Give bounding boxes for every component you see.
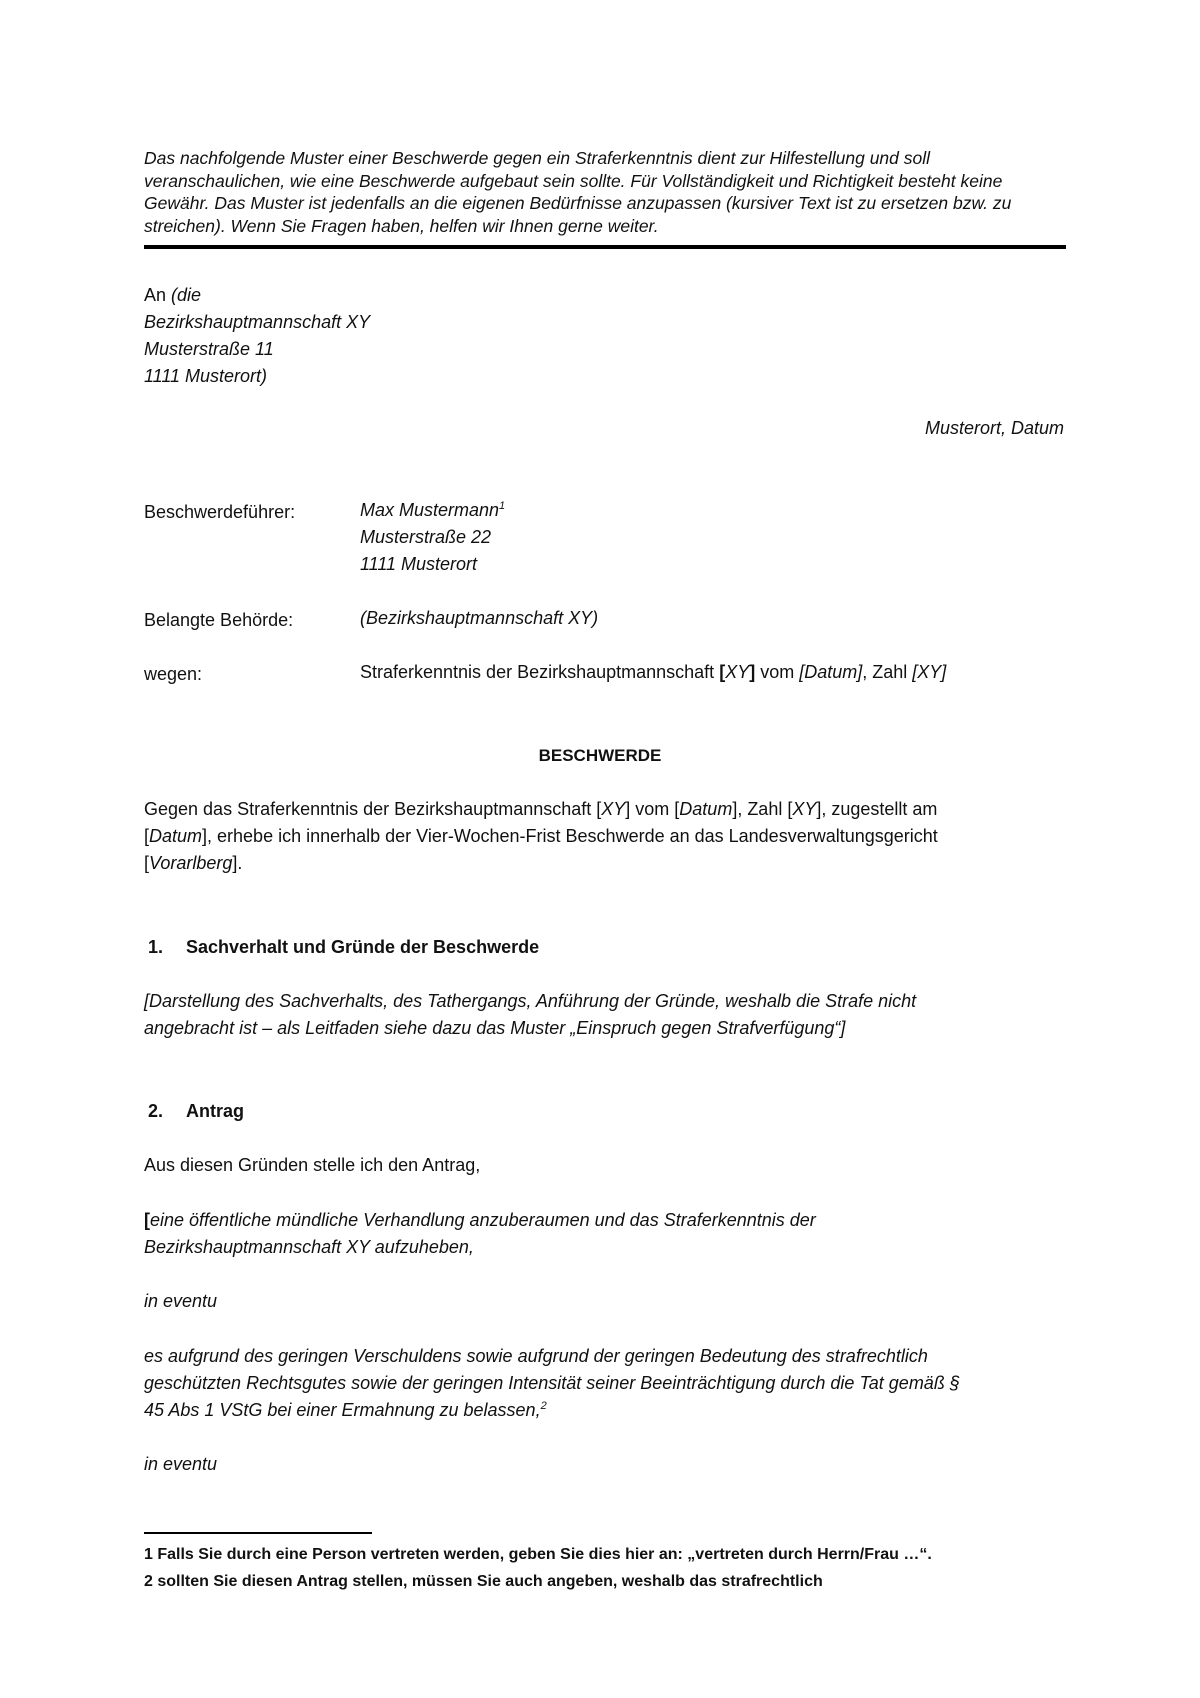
footnote-2: 2 sollten Sie diesen Antrag stellen, müssen Sie auch angeben, weshalb das strafrechtlich xyxy=(144,1573,823,1590)
recipient-address xyxy=(144,282,1064,390)
body-paragraph xyxy=(144,796,1064,877)
body-text: ], erhebe ich innerhalb der Vier-Wochen-Frist Beschwerde an das Landesverwaltungsgericht xyxy=(202,826,938,846)
complainant-block xyxy=(360,497,505,578)
request-line: geschützten Rechtsgutes sowie der geringen Intensität seiner Beeinträchtigung durch die Tat gemäß § xyxy=(144,1373,960,1393)
section-title: Antrag xyxy=(186,1101,244,1121)
section1-text xyxy=(144,988,1064,1042)
body-placeholder: Datum xyxy=(679,799,733,819)
footnote-ref: 1 xyxy=(499,500,506,512)
body-text: Gegen das Straferkenntnis der Bezirkshauptmannschaft [ xyxy=(144,799,602,819)
recipient-prefix: An xyxy=(144,285,172,305)
body-text: ]. xyxy=(232,853,243,873)
intro-line: streichen). Wenn Sie Fragen haben, helfen wir Ihnen gerne weiter. xyxy=(144,215,659,236)
request-intro: Aus diesen Gründen stelle ich den Antrag, xyxy=(144,1155,481,1175)
body-placeholder: Datum xyxy=(149,826,203,846)
request-secondary xyxy=(144,1343,1064,1424)
request-bracket: [ xyxy=(144,1210,150,1230)
body-text: [ xyxy=(144,826,150,846)
body-text: ], Zahl [ xyxy=(732,799,793,819)
authority-label: Belangte Behörde: xyxy=(144,610,294,630)
footnote-1: 1 Falls Sie durch eine Person vertreten werden, geben Sie dies hier an: „vertreten durch Herrn/Frau …“. xyxy=(144,1546,932,1563)
subject-text: vom xyxy=(755,662,800,682)
request-line: es aufgrund des geringen Verschuldens sowie aufgrund der geringen Bedeutung des strafrechtlich xyxy=(144,1346,928,1366)
body-placeholder: XY xyxy=(601,799,626,819)
subject-placeholder: [XY] xyxy=(912,662,947,682)
body-text: [ xyxy=(144,853,150,873)
place-date: Musterort, Datum xyxy=(924,418,1064,438)
subject-bracket: ] xyxy=(749,662,756,682)
subject-value xyxy=(360,659,946,686)
section1-line: [Darstellung des Sachverhalts, des Tathergangs, Anführung der Gründe, weshalb die Strafe nicht xyxy=(144,991,917,1011)
subject-label: wegen: xyxy=(144,664,203,684)
document-title: BESCHWERDE xyxy=(538,746,662,765)
body-placeholder: Vorarlberg xyxy=(149,853,233,873)
intro-line: Das nachfolgende Muster einer Beschwerde gegen ein Straferkenntnis dient zur Hilfestellung und soll xyxy=(144,148,931,168)
request-line: Bezirkshauptmannschaft XY aufzuheben, xyxy=(144,1237,474,1257)
recipient-line: 1111 Musterort) xyxy=(144,366,268,386)
intro-disclaimer xyxy=(144,147,1064,237)
section-number: 1. xyxy=(148,937,164,957)
recipient-line: Musterstraße 11 xyxy=(144,339,274,359)
section1-line: angebracht ist – als Leitfaden siehe dazu das Muster „Einspruch gegen Strafverfügung“] xyxy=(144,1018,846,1038)
footnote-ref: 2 xyxy=(540,1400,547,1412)
section-heading xyxy=(148,1101,244,1122)
intro-line: veranschaulichen, wie eine Beschwerde aufgebaut sein sollte. Für Vollständigkeit und Richtigkeit besteht keine xyxy=(144,170,1003,191)
authority-value: (Bezirkshauptmannschaft XY) xyxy=(360,608,599,628)
in-eventu-label: in eventu xyxy=(144,1291,218,1311)
section-number: 2. xyxy=(148,1101,164,1121)
request-line: 45 Abs 1 VStG bei einer Ermahnung zu belassen, xyxy=(144,1400,541,1420)
in-eventu-label: in eventu xyxy=(144,1454,218,1474)
intro-line: Gewähr. Das Muster ist jedenfalls an die eigenen Bedürfnisse anzupassen (kursiver Text ist zu ersetzen bzw. zu xyxy=(144,193,1012,213)
intro-divider xyxy=(144,245,1066,249)
subject-placeholder: XY xyxy=(725,662,750,682)
subject-bracket: [ xyxy=(719,662,726,682)
section-heading xyxy=(148,937,539,958)
subject-text: , Zahl xyxy=(862,662,913,682)
request-primary xyxy=(144,1207,1064,1261)
footnote-separator xyxy=(144,1532,372,1534)
recipient-line: (die xyxy=(171,285,202,305)
subject-placeholder: [Datum] xyxy=(799,662,863,682)
section-title: Sachverhalt und Gründe der Beschwerde xyxy=(186,937,540,957)
complainant-label: Beschwerdeführer: xyxy=(144,502,296,522)
complainant-street: Musterstraße 22 xyxy=(360,527,492,547)
complainant-name: Max Mustermann xyxy=(360,500,500,520)
body-text: ], zugestellt am xyxy=(816,799,938,819)
request-line: eine öffentliche mündliche Verhandlung anzuberaumen und das Straferkenntnis der xyxy=(150,1210,816,1230)
body-placeholder: XY xyxy=(792,799,817,819)
recipient-line: Bezirkshauptmannschaft XY xyxy=(144,312,371,332)
subject-text: Straferkenntnis der Bezirkshauptmannschaft xyxy=(360,662,720,682)
body-text: ] vom [ xyxy=(625,799,680,819)
complainant-city: 1111 Musterort xyxy=(360,554,478,574)
